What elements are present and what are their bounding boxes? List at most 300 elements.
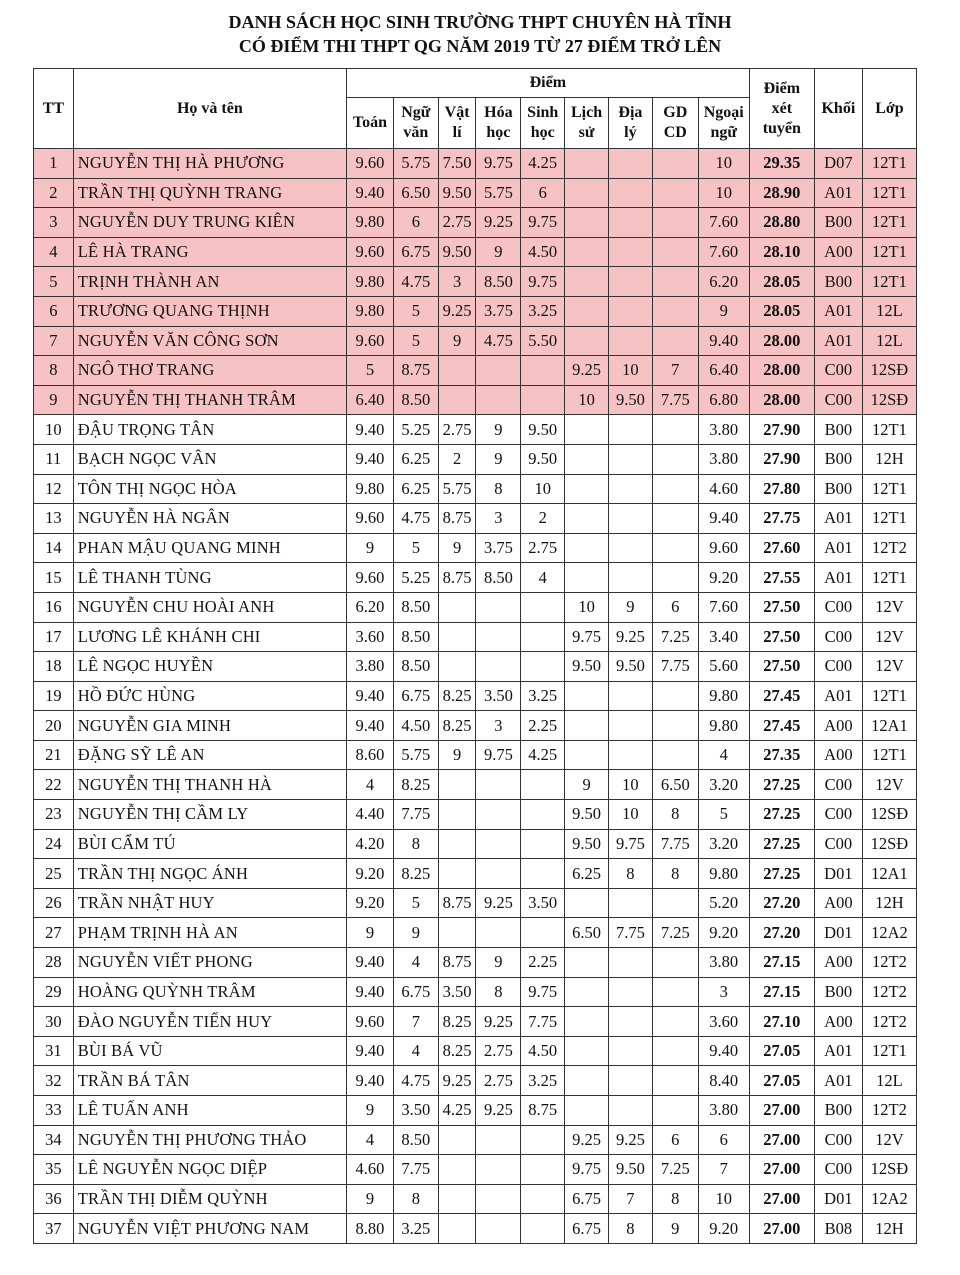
score-history: [565, 977, 609, 1007]
score-foreign-language: 10: [698, 1184, 749, 1214]
score-chemistry: [476, 356, 521, 386]
table-row: [34, 1125, 917, 1155]
admission-score: 28.05: [749, 296, 814, 326]
score-literature: 8.50: [393, 385, 438, 415]
score-civics: [652, 504, 698, 534]
score-chemistry: 3.75: [476, 533, 521, 563]
score-foreign-language: 3.20: [698, 829, 749, 859]
class-name: 12T1: [862, 415, 916, 445]
score-history: 9.25: [565, 1125, 609, 1155]
student-name: NGUYỄN VIẾT PHONG: [73, 948, 346, 978]
score-biology: 3.25: [521, 1066, 565, 1096]
header-subject: Hóa học: [476, 98, 521, 149]
score-geography: 9: [608, 592, 652, 622]
score-foreign-language: 6.80: [698, 385, 749, 415]
exam-block: B00: [814, 474, 862, 504]
student-name: LÊ THANH TÙNG: [73, 563, 346, 593]
exam-block: C00: [814, 800, 862, 830]
score-biology: 6: [521, 178, 565, 208]
admission-score: 27.25: [749, 829, 814, 859]
score-literature: 6: [393, 208, 438, 238]
score-math: 9: [347, 533, 394, 563]
score-history: [565, 948, 609, 978]
admission-score: 27.05: [749, 1066, 814, 1096]
row-number: 33: [34, 1096, 74, 1126]
score-civics: [652, 1096, 698, 1126]
exam-block: A01: [814, 326, 862, 356]
score-geography: 8: [608, 859, 652, 889]
class-name: 12T2: [862, 1007, 916, 1037]
score-literature: 5: [393, 296, 438, 326]
admission-score: 27.50: [749, 592, 814, 622]
score-literature: 5.75: [393, 149, 438, 179]
student-name: NGUYỄN DUY TRUNG KIÊN: [73, 208, 346, 238]
score-foreign-language: 9.80: [698, 711, 749, 741]
score-literature: 5: [393, 533, 438, 563]
score-civics: [652, 415, 698, 445]
score-math: 9.40: [347, 415, 394, 445]
score-chemistry: [476, 1184, 521, 1214]
score-chemistry: [476, 859, 521, 889]
score-biology: [521, 918, 565, 948]
score-biology: 9.75: [521, 267, 565, 297]
score-geography: 7: [608, 1184, 652, 1214]
score-geography: [608, 533, 652, 563]
class-name: 12L: [862, 296, 916, 326]
score-foreign-language: 9: [698, 296, 749, 326]
score-math: 9: [347, 918, 394, 948]
score-chemistry: 8: [476, 474, 521, 504]
header-subject: Toán: [347, 98, 394, 149]
score-foreign-language: 5.20: [698, 888, 749, 918]
score-history: [565, 504, 609, 534]
score-history: [565, 711, 609, 741]
student-name: LÊ TUẤN ANH: [73, 1096, 346, 1126]
table-row: [34, 296, 917, 326]
admission-score: 27.25: [749, 800, 814, 830]
score-civics: [652, 888, 698, 918]
exam-block: A01: [814, 563, 862, 593]
exam-block: B00: [814, 208, 862, 238]
header-subject: GD CD: [652, 98, 698, 149]
class-name: 12T1: [862, 504, 916, 534]
score-physics: 9.25: [438, 296, 476, 326]
score-geography: [608, 740, 652, 770]
score-chemistry: 3.75: [476, 296, 521, 326]
exam-block: D01: [814, 859, 862, 889]
score-civics: [652, 563, 698, 593]
header-subject: Vật lí: [438, 98, 476, 149]
score-biology: 2.25: [521, 711, 565, 741]
admission-score: 27.50: [749, 622, 814, 652]
score-physics: [438, 770, 476, 800]
score-foreign-language: 4: [698, 740, 749, 770]
score-history: [565, 1096, 609, 1126]
score-literature: 8.25: [393, 770, 438, 800]
score-history: 10: [565, 592, 609, 622]
score-civics: [652, 237, 698, 267]
score-history: 6.75: [565, 1214, 609, 1244]
score-physics: 9: [438, 533, 476, 563]
score-chemistry: [476, 829, 521, 859]
score-math: 9.60: [347, 237, 394, 267]
table-row: [34, 829, 917, 859]
row-number: 12: [34, 474, 74, 504]
score-biology: 4.50: [521, 237, 565, 267]
score-geography: [608, 415, 652, 445]
score-foreign-language: 10: [698, 149, 749, 179]
exam-block: C00: [814, 622, 862, 652]
row-number: 20: [34, 711, 74, 741]
score-geography: 10: [608, 800, 652, 830]
exam-block: A01: [814, 1066, 862, 1096]
score-math: 4.20: [347, 829, 394, 859]
score-history: 9.75: [565, 1155, 609, 1185]
score-physics: 8.75: [438, 563, 476, 593]
row-number: 36: [34, 1184, 74, 1214]
score-literature: 6.25: [393, 444, 438, 474]
score-biology: 8.75: [521, 1096, 565, 1126]
admission-score: 27.75: [749, 504, 814, 534]
table-row: [34, 740, 917, 770]
admission-score: 27.00: [749, 1125, 814, 1155]
admission-score: 27.20: [749, 888, 814, 918]
score-geography: 10: [608, 356, 652, 386]
score-civics: [652, 208, 698, 238]
score-history: [565, 415, 609, 445]
score-math: 9.80: [347, 296, 394, 326]
class-name: 12A2: [862, 1184, 916, 1214]
score-literature: 7: [393, 1007, 438, 1037]
score-chemistry: [476, 918, 521, 948]
score-history: 9.50: [565, 829, 609, 859]
table-row: [34, 504, 917, 534]
score-math: 4: [347, 770, 394, 800]
class-name: 12T1: [862, 237, 916, 267]
score-foreign-language: 7.60: [698, 592, 749, 622]
score-math: 9.40: [347, 444, 394, 474]
exam-block: A01: [814, 504, 862, 534]
score-physics: 8.75: [438, 948, 476, 978]
exam-block: B00: [814, 267, 862, 297]
score-civics: 7.75: [652, 385, 698, 415]
score-civics: 6: [652, 592, 698, 622]
score-foreign-language: 3.80: [698, 444, 749, 474]
score-biology: 9.75: [521, 208, 565, 238]
score-literature: 8.25: [393, 859, 438, 889]
score-chemistry: 9.25: [476, 1007, 521, 1037]
score-foreign-language: 9.40: [698, 1036, 749, 1066]
score-math: 9.80: [347, 208, 394, 238]
score-foreign-language: 9.20: [698, 563, 749, 593]
score-foreign-language: 3.80: [698, 948, 749, 978]
score-civics: 7.75: [652, 652, 698, 682]
score-math: 9.60: [347, 504, 394, 534]
table-row: [34, 178, 917, 208]
score-math: 9.40: [347, 681, 394, 711]
score-geography: 7.75: [608, 918, 652, 948]
score-physics: [438, 859, 476, 889]
score-geography: 9.50: [608, 652, 652, 682]
table-row: [34, 356, 917, 386]
student-name: TRẦN BÁ TÂN: [73, 1066, 346, 1096]
score-biology: 3.50: [521, 888, 565, 918]
exam-block: A00: [814, 888, 862, 918]
admission-score: 27.15: [749, 977, 814, 1007]
score-civics: 7: [652, 356, 698, 386]
class-name: 12SĐ: [862, 356, 916, 386]
score-geography: [608, 237, 652, 267]
admission-score: 27.55: [749, 563, 814, 593]
score-civics: [652, 1036, 698, 1066]
score-foreign-language: 5: [698, 800, 749, 830]
score-geography: [608, 711, 652, 741]
admission-score: 27.15: [749, 948, 814, 978]
score-foreign-language: 8.40: [698, 1066, 749, 1096]
score-literature: 6.75: [393, 237, 438, 267]
row-number: 23: [34, 800, 74, 830]
score-chemistry: 9: [476, 415, 521, 445]
score-physics: [438, 1155, 476, 1185]
score-math: 9.60: [347, 326, 394, 356]
score-physics: [438, 385, 476, 415]
score-foreign-language: 3.40: [698, 622, 749, 652]
score-biology: 5.50: [521, 326, 565, 356]
score-civics: [652, 178, 698, 208]
score-literature: 6.75: [393, 977, 438, 1007]
admission-score: 27.35: [749, 740, 814, 770]
score-geography: 8: [608, 1214, 652, 1244]
class-name: 12T1: [862, 1036, 916, 1066]
table-row: [34, 444, 917, 474]
row-number: 7: [34, 326, 74, 356]
score-civics: [652, 711, 698, 741]
exam-block: C00: [814, 1125, 862, 1155]
header-block: Khối: [814, 69, 862, 149]
score-geography: 9.25: [608, 622, 652, 652]
class-name: 12V: [862, 622, 916, 652]
score-math: 9.40: [347, 178, 394, 208]
score-foreign-language: 9.40: [698, 326, 749, 356]
score-geography: [608, 888, 652, 918]
score-math: 9.60: [347, 1007, 394, 1037]
score-literature: 3.25: [393, 1214, 438, 1244]
exam-block: A01: [814, 681, 862, 711]
student-name: NGUYỄN GIA MINH: [73, 711, 346, 741]
score-geography: [608, 681, 652, 711]
score-chemistry: 9: [476, 444, 521, 474]
header-name: Họ và tên: [73, 69, 346, 149]
score-geography: [608, 948, 652, 978]
student-name: PHAN MẬU QUANG MINH: [73, 533, 346, 563]
score-literature: 8.50: [393, 622, 438, 652]
row-number: 24: [34, 829, 74, 859]
table-row: [34, 977, 917, 1007]
score-chemistry: 9.25: [476, 1096, 521, 1126]
score-chemistry: 2.75: [476, 1036, 521, 1066]
admission-score: 27.90: [749, 444, 814, 474]
score-biology: 4.25: [521, 740, 565, 770]
score-literature: 7.75: [393, 800, 438, 830]
score-geography: 9.50: [608, 1155, 652, 1185]
admission-score: 28.05: [749, 267, 814, 297]
admission-score: 29.35: [749, 149, 814, 179]
score-civics: 8: [652, 1184, 698, 1214]
score-math: 9.80: [347, 474, 394, 504]
score-biology: [521, 385, 565, 415]
table-row: [34, 208, 917, 238]
score-math: 9.60: [347, 563, 394, 593]
exam-block: C00: [814, 385, 862, 415]
score-physics: [438, 1184, 476, 1214]
score-literature: 7.75: [393, 1155, 438, 1185]
row-number: 14: [34, 533, 74, 563]
score-math: 9: [347, 1184, 394, 1214]
class-name: 12T2: [862, 1096, 916, 1126]
class-name: 12T1: [862, 178, 916, 208]
student-name: ĐÀO NGUYỄN TIẾN HUY: [73, 1007, 346, 1037]
class-name: 12SĐ: [862, 385, 916, 415]
score-chemistry: 5.75: [476, 178, 521, 208]
header-subject: Địa lý: [608, 98, 652, 149]
score-chemistry: 9: [476, 948, 521, 978]
score-biology: [521, 652, 565, 682]
class-name: 12V: [862, 1125, 916, 1155]
row-number: 34: [34, 1125, 74, 1155]
score-biology: [521, 1125, 565, 1155]
admission-score: 27.20: [749, 918, 814, 948]
exam-block: C00: [814, 592, 862, 622]
student-name: NGUYỄN VĂN CÔNG SƠN: [73, 326, 346, 356]
score-literature: 8.75: [393, 356, 438, 386]
student-name: NGUYỄN VIỆT PHƯƠNG NAM: [73, 1214, 346, 1244]
student-name: NGUYỄN THỊ THANH HÀ: [73, 770, 346, 800]
score-literature: 8: [393, 1184, 438, 1214]
score-foreign-language: 3.80: [698, 1096, 749, 1126]
score-history: 6.50: [565, 918, 609, 948]
score-history: [565, 740, 609, 770]
score-math: 3.60: [347, 622, 394, 652]
score-civics: [652, 1066, 698, 1096]
score-geography: [608, 1096, 652, 1126]
score-chemistry: [476, 592, 521, 622]
student-name: TRƯƠNG QUANG THỊNH: [73, 296, 346, 326]
table-row: [34, 859, 917, 889]
row-number: 4: [34, 237, 74, 267]
table-row: [34, 1155, 917, 1185]
exam-block: B00: [814, 444, 862, 474]
admission-score: 27.80: [749, 474, 814, 504]
score-foreign-language: 6.20: [698, 267, 749, 297]
exam-block: D01: [814, 918, 862, 948]
document-title-line-2: CÓ ĐIỂM THI THPT QG NĂM 2019 TỪ 27 ĐIỂM TRỞ LÊN: [238, 36, 722, 56]
admission-score: 27.45: [749, 711, 814, 741]
score-civics: [652, 444, 698, 474]
score-geography: [608, 444, 652, 474]
row-number: 1: [34, 149, 74, 179]
table-row: [34, 563, 917, 593]
score-biology: 2.75: [521, 533, 565, 563]
class-name: 12T1: [862, 474, 916, 504]
table-row: [34, 800, 917, 830]
table-body: [34, 149, 917, 1244]
score-history: 9.75: [565, 622, 609, 652]
table-row: [34, 592, 917, 622]
score-history: [565, 296, 609, 326]
class-name: 12H: [862, 1214, 916, 1244]
class-name: 12T1: [862, 149, 916, 179]
admission-score: 28.00: [749, 356, 814, 386]
student-name: LƯƠNG LÊ KHÁNH CHI: [73, 622, 346, 652]
admission-score: 28.00: [749, 326, 814, 356]
row-number: 35: [34, 1155, 74, 1185]
score-literature: 9: [393, 918, 438, 948]
class-name: 12T2: [862, 977, 916, 1007]
admission-score: 27.00: [749, 1155, 814, 1185]
score-math: 5: [347, 356, 394, 386]
table-row: [34, 918, 917, 948]
row-number: 37: [34, 1214, 74, 1244]
score-civics: [652, 149, 698, 179]
score-literature: 4: [393, 1036, 438, 1066]
score-geography: 9.25: [608, 1125, 652, 1155]
score-chemistry: 8.50: [476, 563, 521, 593]
table-row: [34, 533, 917, 563]
class-name: 12A1: [862, 711, 916, 741]
score-civics: 6: [652, 1125, 698, 1155]
score-civics: 7.25: [652, 1155, 698, 1185]
table-row: [34, 326, 917, 356]
score-literature: 8.50: [393, 1125, 438, 1155]
score-foreign-language: 9.20: [698, 918, 749, 948]
row-number: 10: [34, 415, 74, 445]
exam-block: B00: [814, 1096, 862, 1126]
row-number: 27: [34, 918, 74, 948]
admission-score: 27.25: [749, 859, 814, 889]
score-physics: [438, 652, 476, 682]
student-name: TRẦN THỊ QUỲNH TRANG: [73, 178, 346, 208]
score-math: 4: [347, 1125, 394, 1155]
admission-score: 27.60: [749, 533, 814, 563]
exam-block: C00: [814, 829, 862, 859]
row-number: 32: [34, 1066, 74, 1096]
score-chemistry: [476, 385, 521, 415]
admission-score: 27.50: [749, 652, 814, 682]
score-literature: 4.75: [393, 267, 438, 297]
score-foreign-language: 3.80: [698, 415, 749, 445]
score-biology: 2.25: [521, 948, 565, 978]
score-civics: [652, 1007, 698, 1037]
header-subject: Sinh học: [521, 98, 565, 149]
score-foreign-language: 7.60: [698, 237, 749, 267]
table-row: [34, 1066, 917, 1096]
score-literature: 4.50: [393, 711, 438, 741]
student-name: TRỊNH THÀNH AN: [73, 267, 346, 297]
row-number: 19: [34, 681, 74, 711]
row-number: 5: [34, 267, 74, 297]
exam-block: B00: [814, 977, 862, 1007]
score-foreign-language: 10: [698, 178, 749, 208]
score-literature: 3.50: [393, 1096, 438, 1126]
score-history: 10: [565, 385, 609, 415]
score-foreign-language: 9.60: [698, 533, 749, 563]
student-name: NGUYỄN THỊ HÀ PHƯƠNG: [73, 149, 346, 179]
score-history: [565, 1066, 609, 1096]
score-foreign-language: 9.20: [698, 1214, 749, 1244]
score-chemistry: 3: [476, 711, 521, 741]
score-literature: 4.75: [393, 1066, 438, 1096]
row-number: 18: [34, 652, 74, 682]
